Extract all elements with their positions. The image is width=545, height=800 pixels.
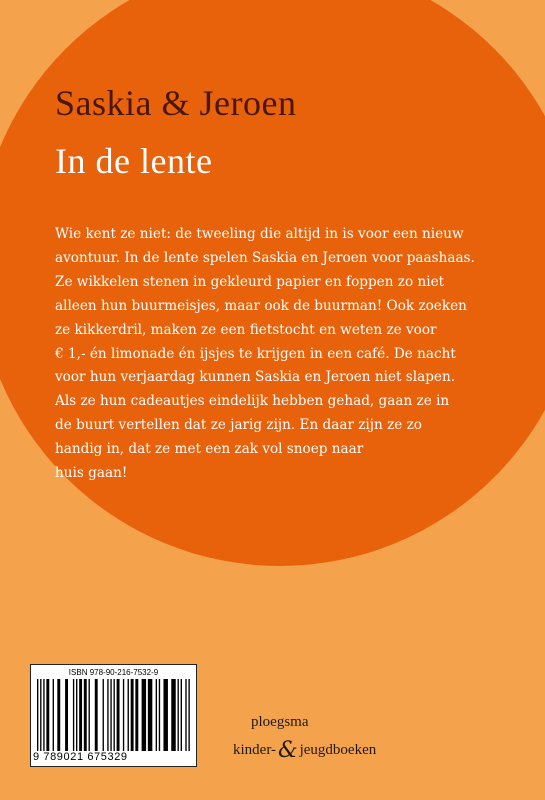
barcode-bar [37,679,38,751]
barcode-bar [89,679,90,751]
barcode-bar [107,679,108,751]
blurb-line: Als ze hun cadeautjes eindelijk hebben gehad, gaan ze in [55,393,450,410]
barcode-bar [185,679,186,751]
barcode-bar [103,679,104,751]
barcode-bar [181,679,182,751]
barcode-bar [131,679,134,751]
barcode-bar [163,679,167,751]
imprint-left: kinder- [233,742,277,758]
book-title: In de lente [55,141,213,181]
barcode-bar [142,679,146,751]
barcode-bar [114,679,115,751]
barcode-bar [79,679,82,751]
series-title: Saskia & Jeroen [55,83,297,123]
blurb-line: € 1,- én limonade én ijsjes te krijgen in een café. De nacht [55,345,456,362]
barcode-bar [95,679,98,751]
publisher-imprint [233,738,376,763]
barcode-bar [84,679,87,751]
barcode-bar [73,679,74,751]
blurb-line: ze kikkerdril, maken ze een fietstocht en weten ze voor [55,321,437,338]
barcode-bar [171,679,175,751]
barcode-bar [178,679,179,751]
barcode-bar [110,679,111,751]
barcode-digits: 9 789021 675329 [33,751,128,763]
barcode-bar [57,679,60,751]
publisher-name: ploegsma [251,714,309,730]
blurb-line: alleen hun buurmeisjes, maar ook de buurman! Ook zoeken [55,297,467,314]
barcode-bar [76,679,77,751]
barcode-bar [43,679,44,751]
blurb-line: Wie kent ze niet: de tweeling die altijd in is voor een nieuw [55,226,464,242]
barcode-bar [123,679,124,751]
barcode-bar [156,679,157,751]
barcode-bar [159,679,160,751]
barcode-bar [65,679,68,751]
barcode-bar [53,679,54,751]
blurb-text [55,223,525,486]
blurb-line: de buurt vertellen dat ze jarig zijn. En daar zijn ze zo [55,417,422,434]
barcode-bar [188,679,189,751]
barcode-bar [40,679,41,751]
blurb-line: Ze wikkelen stenen in gekleurd papier en foppen zo niet [55,273,445,290]
imprint-right: jeugdboeken [299,742,377,758]
ampersand-glyph: & [278,738,298,763]
blurb-line: avontuur. In de lente spelen Saskia en Jeroen voor paashaas. [55,249,475,266]
barcode-bar [148,679,152,751]
barcode-bars [37,679,190,751]
barcode-bar [117,679,120,751]
blurb-line: handig in, dat ze met een zak vol snoep naar [55,441,364,458]
isbn-label: ISBN 978-90-216-7532-9 [68,668,159,677]
barcode-bar [128,679,129,751]
barcode-bar [135,679,138,751]
blurb-line: voor hun verjaardag kunnen Saskia en Jeroen niet slapen. [55,369,456,386]
barcode-bar [46,679,49,751]
blurb-line: huis gaan! [55,465,128,482]
barcode [30,664,197,767]
